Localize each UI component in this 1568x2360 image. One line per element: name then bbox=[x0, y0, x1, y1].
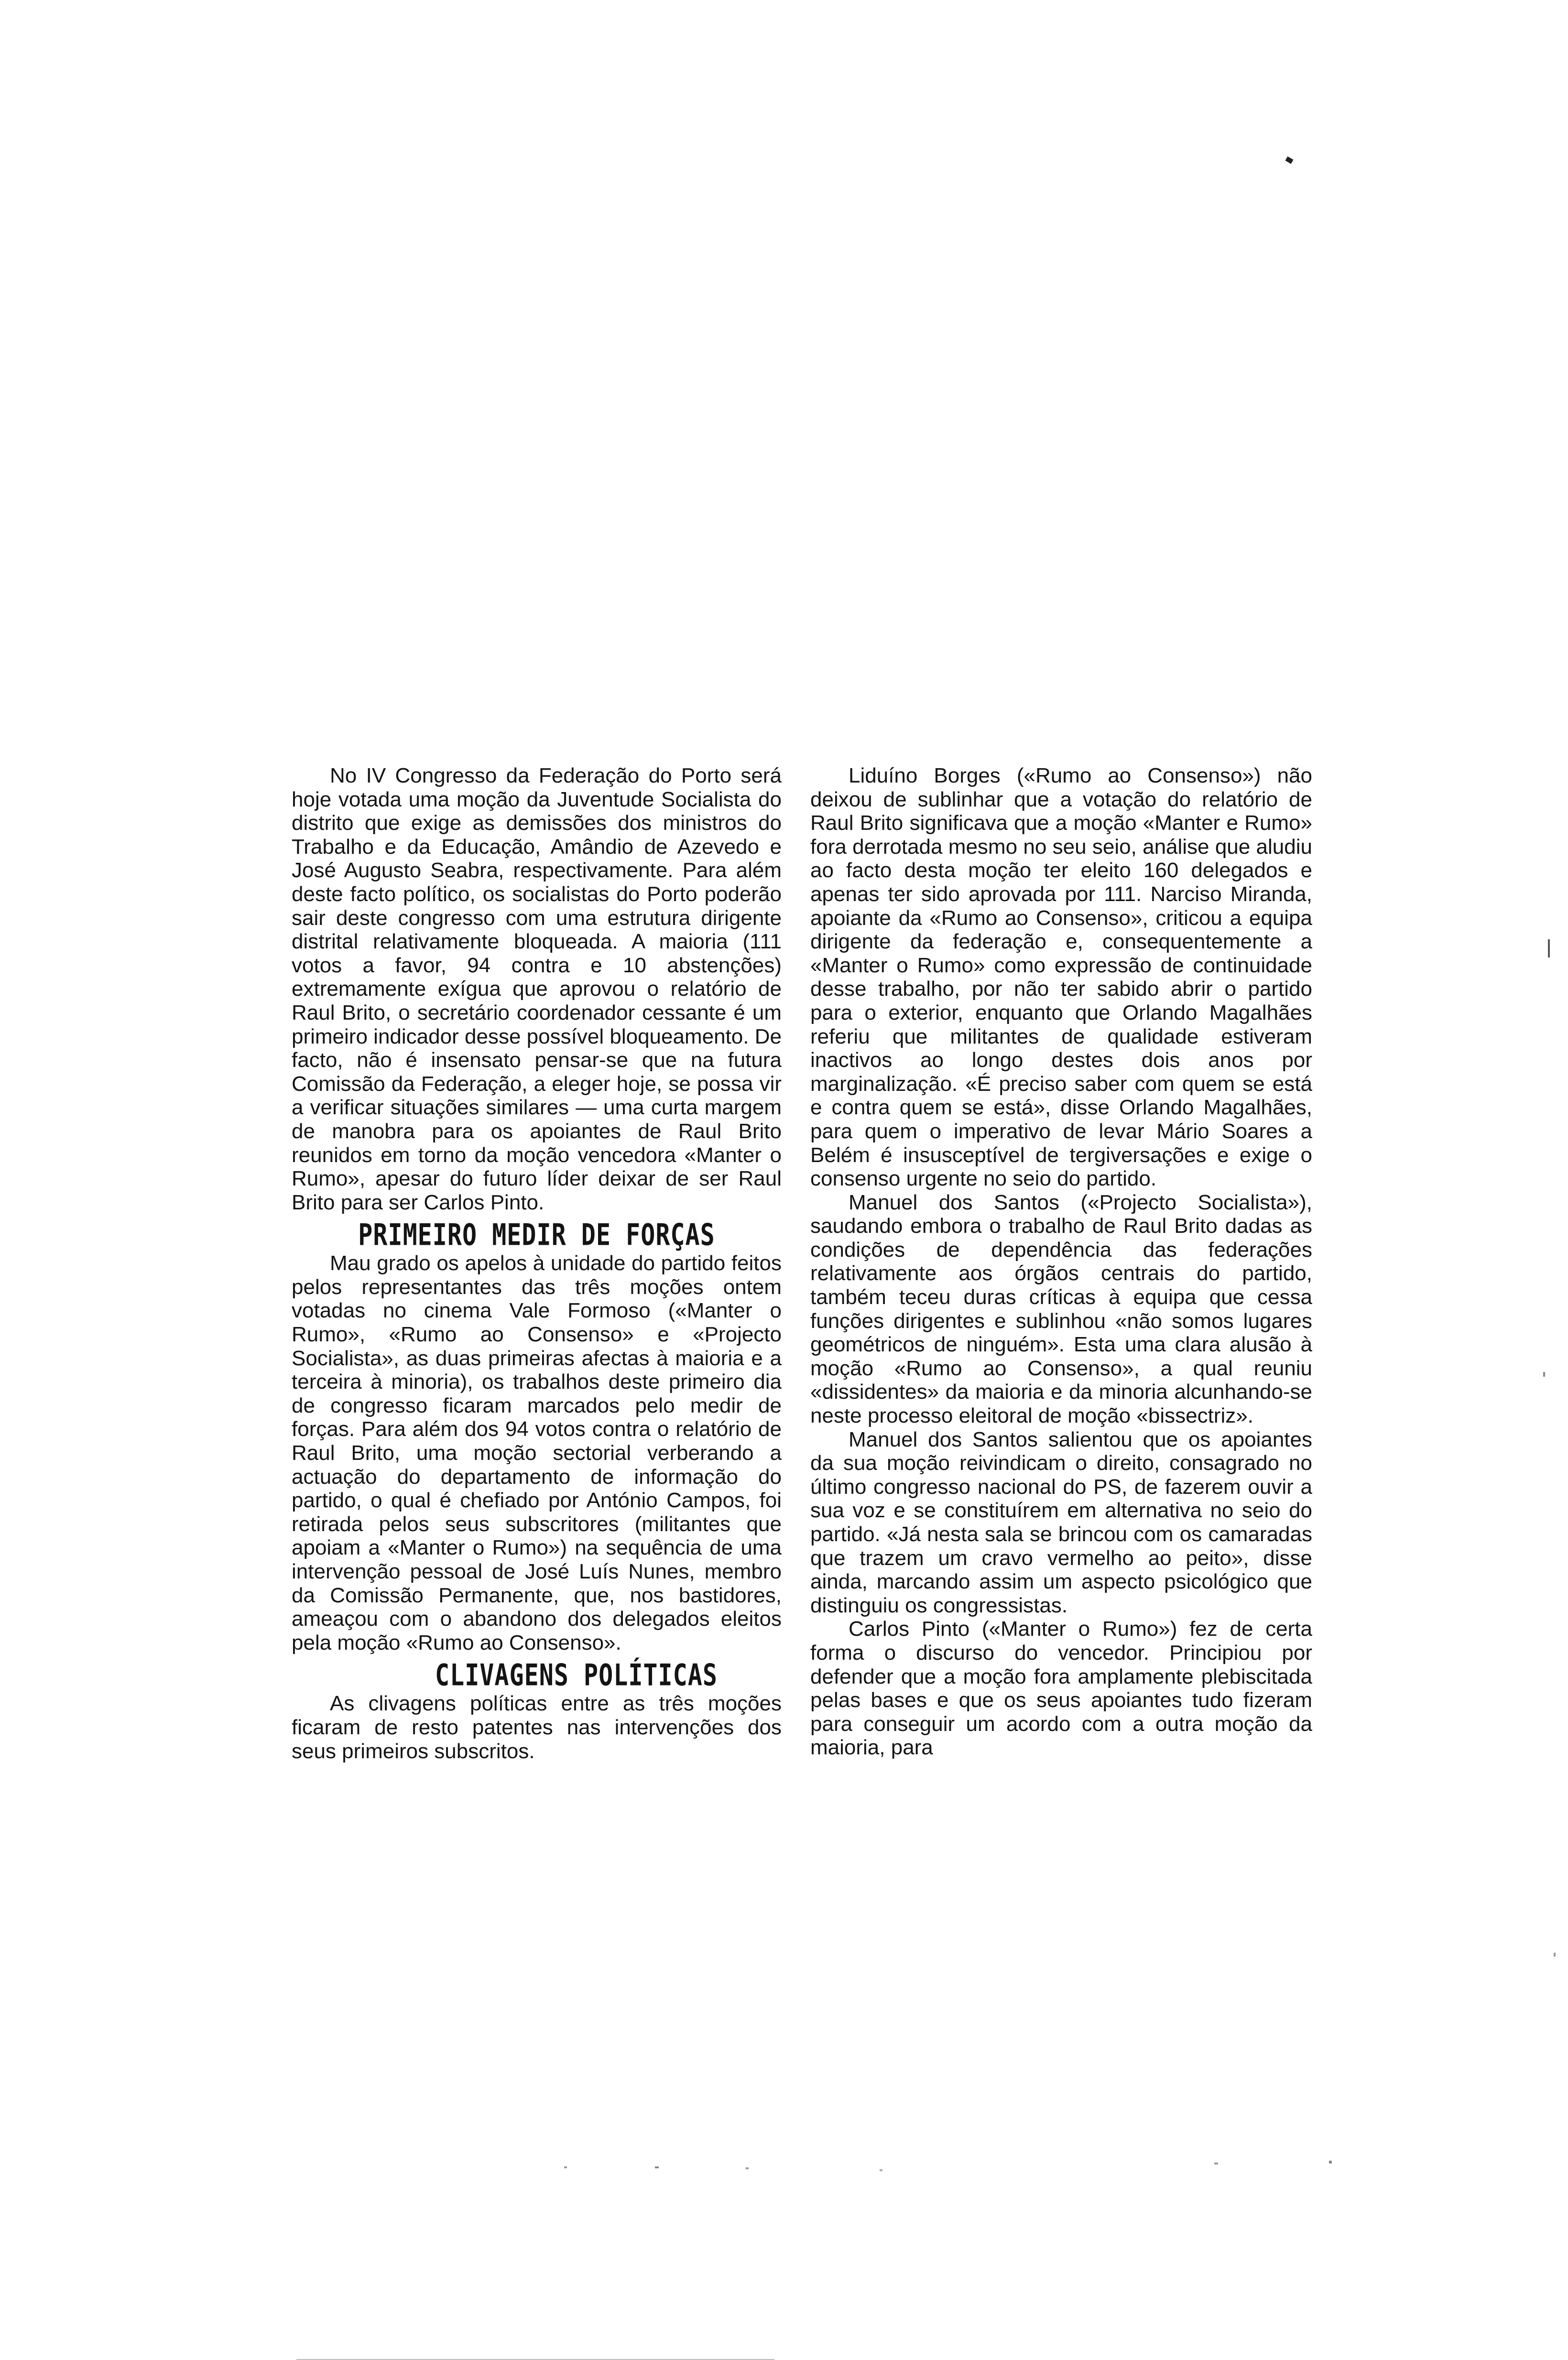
cutoff-dots-left-3 bbox=[746, 2167, 749, 2169]
left-paragraph-3: As clivagens políticas entre as três moções ficaram de resto patentes nas intervenções dos seus primeiros subscritos. bbox=[292, 1692, 782, 1763]
article-right-column bbox=[810, 764, 1312, 1760]
cutoff-dots-right-1 bbox=[880, 2169, 882, 2171]
cutoff-dots-right-3 bbox=[1329, 2161, 1332, 2164]
article-left-column bbox=[292, 764, 782, 1763]
section-heading-clivagens-politicas: CLIVAGENS POLÍTICAS bbox=[435, 1658, 718, 1693]
scan-speck-right-edge bbox=[1548, 939, 1550, 957]
right-paragraph-4: Carlos Pinto («Manter o Rumo») fez de certa forma o discurso do vencedor. Principiou por defender que a moção fora amplamente plebiscitada pelas bases e que os seus apoiantes tudo fizeram para conseguir um acordo com a outra moção da maioria, para bbox=[810, 1617, 1312, 1760]
cutoff-dots-left-1 bbox=[564, 2166, 567, 2168]
scan-speck-lower-right bbox=[1543, 1372, 1545, 1377]
left-paragraph-1: No IV Congresso da Federação do Porto será hoje votada uma moção da Juventude Socialista do distrito que exige as demissões dos ministros do Trabalho e da Educação, Amândio de Azevedo e José Augusto Seabra, respectivamente. Para além deste facto político, os socialistas do Porto poderão sair deste congresso com uma estrutura dirigente distrital relativamente bloqueada. A maioria (111 votos a favor, 94 contra e 10 abstenções) extremamente exígua que aprovou o relatório de Raul Brito, o secretário coordenador cessante é um primeiro indicador desse possível bloqueamento. De facto, não é insensato pensar-se que na futura Comissão da Federação, a eleger hoje, se possa vir a verificar situações similares — uma curta margem de manobra para os apoiantes de Raul Brito reunidos em torno da moção vencedora «Manter o Rumo», apesar do futuro líder deixar de ser Raul Brito para ser Carlos Pinto. bbox=[292, 764, 782, 1214]
right-paragraph-3: Manuel dos Santos salientou que os apoiantes da sua moção reivindicam o direito, consagrado no último congresso nacional do PS, de fazerem ouvir a sua voz e se constituírem em alternativa no seio do partido. «Já nesta sala se brincou com os camaradas que trazem um cravo vermelho ao peito», disse ainda, marcando assim um aspecto psicológico que distinguiu os congressistas. bbox=[810, 1427, 1312, 1617]
scan-speck-top-right bbox=[1285, 156, 1293, 164]
cutoff-dots-right-2 bbox=[1214, 2163, 1218, 2164]
cutoff-dots-left-2 bbox=[655, 2166, 659, 2168]
section-heading-primeiro-medir-de-forcas: PRIMEIRO MEDIR DE FORÇAS bbox=[358, 1218, 715, 1252]
right-paragraph-1: Liduíno Borges («Rumo ao Consenso») não deixou de sublinhar que a votação do relatório de Raul Brito significava que a moção «Manter e Rumo» fora derrotada mesmo no seu seio, análise que aludiu ao facto desta moção ter eleito 160 delegados e apenas ter sido aprovada por 111. Narciso Miranda, apoiante da «Rumo ao Consenso», criticou a equipa dirigente da federação e, consequentemente a «Manter o Rumo» como expressão de continuidade desse trabalho, por não ter sabido abrir o partido para o exterior, enquanto que Orlando Magalhães referiu que militantes de qualidade estiveram inactivos ao longo destes dois anos por marginalização. «É preciso saber com quem se está e contra quem se está», disse Orlando Magalhães, para quem o imperativo de levar Mário Soares a Belém é insusceptível de tergiversações e exige o consenso urgente no seio do partido. bbox=[810, 764, 1312, 1191]
left-paragraph-2: Mau grado os apelos à unidade do partido feitos pelos representantes das três moções ontem votadas no cinema Vale Formoso («Manter o Rumo», «Rumo ao Consenso» e «Projecto Socialista», as duas primeiras afectas à maioria e a terceira à minoria), os trabalhos deste primeiro dia de congresso ficaram marcados pelo medir de forças. Para além dos 94 votos contra o relatório de Raul Brito, uma moção sectorial verberando a actuação do departamento de informação do partido, o qual é chefiado por António Campos, foi retirada pelos seus subscritores (militantes que apoiam a «Manter o Rumo») na sequência de uma intervenção pessoal de José Luís Nunes, membro da Comissão Permanente, que, nos bastidores, ameaçou com o abandono dos delegados eleitos pela moção «Rumo ao Consenso». bbox=[292, 1251, 782, 1654]
right-paragraph-2: Manuel dos Santos («Projecto Socialista»), saudando embora o trabalho de Raul Brito dadas as condições de dependência das federações relativamente aos órgãos centrais do partido, também teceu duras críticas à equipa que cessa funções dirigentes e sublinhou «não somos lugares geométricos de ninguém». Esta uma clara alusão à moção «Rumo ao Consenso», a qual reuniu «dissidentes» da maioria e da minoria alcunhando-se neste processo eleitoral de moção «bissectriz». bbox=[810, 1190, 1312, 1428]
scan-speck-far-right bbox=[1554, 1953, 1556, 1957]
